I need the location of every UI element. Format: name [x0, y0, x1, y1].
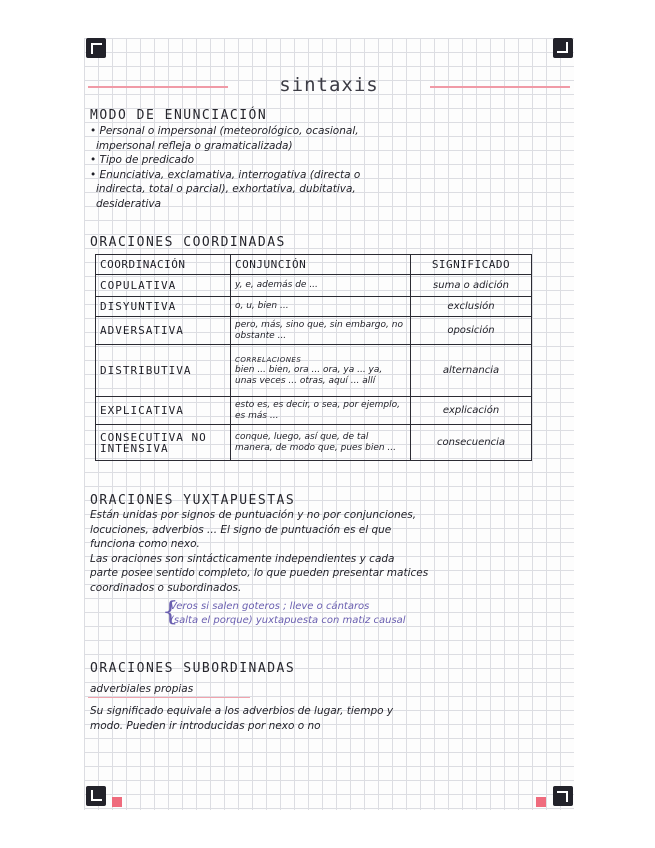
yuxtapuestas-line: Están unidas por signos de puntuación y no por conjunciones,: [90, 509, 417, 521]
row-conjuncion: conque, luego, así que, de tal manera, de modo que, pues bien ...: [231, 425, 411, 461]
row-tipo: CONSECUTIVA NO INTENSIVA: [96, 425, 231, 461]
modo-line: • Personal o impersonal (meteorológico, ocasional,: [90, 125, 359, 137]
table-row: [96, 397, 532, 425]
subordinadas-line: Su significado equivale a los adverbios de lugar, tiempo y: [90, 705, 394, 717]
row-tipo: DISTRIBUTIVA: [96, 345, 231, 397]
row-tipo: EXPLICATIVA: [96, 397, 231, 425]
yuxtapuestas-line: locuciones, adverbios ... El signo de puntuación es el que: [90, 523, 392, 536]
yuxtapuestas-line: funciona como nexo.: [90, 538, 200, 550]
example-line: (salta el porque) yuxtapuesta con matiz causal: [170, 615, 406, 626]
row-conjuncion: bien ... bien, ora ... ora, ya ... ya, unas veces ... otras, aquí ... allí: [235, 365, 383, 386]
coordinadas-heading: ORACIONES COORDINADAS: [90, 235, 286, 250]
header-significado: SIGNIFICADO: [411, 255, 532, 275]
header-coordinacion: COORDINACIÓN: [96, 255, 231, 275]
row-significado: suma o adición: [411, 275, 532, 297]
row-significado: oposición: [411, 317, 532, 345]
corner-marker-bottom-right: [553, 786, 573, 806]
row-tipo: COPULATIVA: [96, 275, 231, 297]
correlaciones-label: CORRELACIONES: [235, 355, 302, 364]
pink-marker-right: [536, 797, 546, 807]
corner-marker-top-left: [86, 38, 106, 58]
modo-line: indirecta, total o parcial), exhortativa, dubitativa,: [96, 183, 356, 195]
coordinadas-table: [95, 254, 532, 461]
table-row: [96, 297, 532, 317]
table-row: [96, 275, 532, 297]
modo-list: [90, 124, 560, 211]
row-significado: explicación: [411, 397, 532, 425]
table-header-row: [96, 255, 532, 275]
yuxtapuestas-heading: ORACIONES YUXTAPUESTAS: [90, 493, 296, 508]
page-title-block: [88, 74, 570, 100]
subordinadas-line: modo. Pueden ir introducidas por nexo o no: [90, 719, 321, 732]
table-row: [96, 317, 532, 345]
subordinadas-text: [90, 704, 568, 733]
row-conjuncion: y, e, además de ...: [231, 275, 411, 297]
subordinadas-heading: ORACIONES SUBORDINADAS: [90, 661, 296, 676]
subheading-underline: [88, 697, 250, 698]
modo-line: • Tipo de predicado: [90, 154, 195, 166]
yuxtapuestas-line: coordinados o subordinados.: [90, 581, 242, 594]
row-conjuncion: o, u, bien ...: [231, 297, 411, 317]
corner-marker-bottom-left: [86, 786, 106, 806]
subordinadas-subheading: adverbiales propias: [90, 683, 194, 695]
row-significado: consecuencia: [411, 425, 532, 461]
row-significado: exclusión: [411, 297, 532, 317]
modo-line: desiderativa: [96, 197, 162, 210]
brace-icon: {: [162, 597, 179, 627]
page-title: sintaxis: [279, 74, 379, 96]
yuxtapuestas-line: Las oraciones son sintácticamente independientes y cada: [90, 552, 395, 565]
yuxtapuestas-text: [90, 508, 568, 595]
yuxtapuestas-line: parte posee sentido completo, lo que pueden presentar matices: [90, 567, 429, 579]
modo-heading: MODO DE ENUNCIACIÓN: [90, 108, 268, 123]
table-row: [96, 345, 532, 397]
header-conjuncion: CONJUNCIÓN: [231, 255, 411, 275]
example-line: Veros si salen goteros ; lleve o cántaros: [170, 601, 370, 612]
corner-marker-top-right: [553, 38, 573, 58]
table-row: [96, 425, 532, 461]
example-note: [170, 600, 406, 628]
row-tipo: ADVERSATIVA: [96, 317, 231, 345]
row-tipo: DISYUNTIVA: [96, 297, 231, 317]
row-conjuncion-cell: [231, 345, 411, 397]
modo-line: impersonal refleja o gramaticalizada): [96, 139, 293, 152]
pink-marker-left: [112, 797, 122, 807]
row-significado: alternancia: [411, 345, 532, 397]
modo-line: • Enunciativa, exclamativa, interrogativa (directa o: [90, 168, 361, 181]
row-conjuncion: esto es, es decir, o sea, por ejemplo, es más ...: [231, 397, 411, 425]
row-conjuncion: pero, más, sino que, sin embargo, no obstante ...: [231, 317, 411, 345]
